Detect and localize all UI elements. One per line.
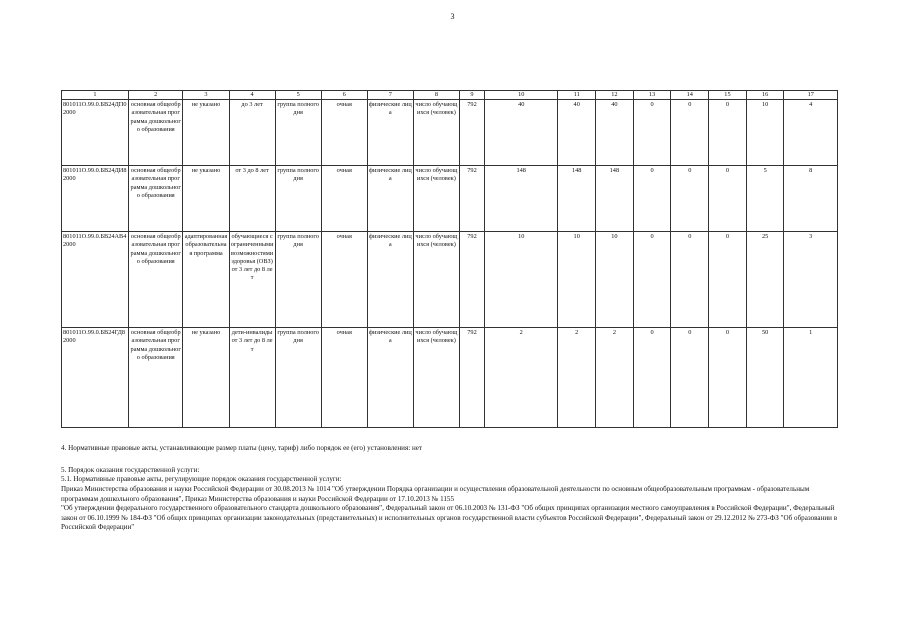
table-cell: 792 <box>459 232 484 328</box>
table-cell: число обучающихся (человек) <box>413 166 459 232</box>
table-cell: 0 <box>671 328 709 428</box>
table-cell: 40 <box>558 100 596 166</box>
table-row <box>62 328 838 428</box>
table-cell: дети-инвалиды от 3 лет до 8 лет <box>229 328 275 428</box>
table-cell: 148 <box>558 166 596 232</box>
header-cell: 5 <box>275 91 321 100</box>
header-cell: 6 <box>321 91 367 100</box>
table-row <box>62 100 838 166</box>
table-cell: 0 <box>633 232 671 328</box>
table-cell: физические лица <box>367 328 413 428</box>
header-cell: 13 <box>633 91 671 100</box>
table-cell: 10 <box>485 232 558 328</box>
table-header-row <box>62 91 838 100</box>
table-cell: очная <box>321 328 367 428</box>
table-cell: 0 <box>709 166 747 232</box>
table-cell: число обучающихся (человек) <box>413 100 459 166</box>
table-cell: от 3 до 8 лет <box>229 166 275 232</box>
table-cell: 0 <box>671 100 709 166</box>
table-cell: не указано <box>183 166 229 232</box>
table-cell: 50 <box>746 328 784 428</box>
section-5-1-heading: 5.1. Нормативные правовые акты, регулирующие порядок оказания государственной услуги: <box>61 475 342 484</box>
table-cell: очная <box>321 166 367 232</box>
table-cell: 792 <box>459 166 484 232</box>
table-cell: 0 <box>709 100 747 166</box>
table-cell: 25 <box>746 232 784 328</box>
table-cell: обучающиеся с ограниченными возможностями здоровья (ОВЗ) от 3 лет до 8 лет <box>229 232 275 328</box>
table-cell: 792 <box>459 328 484 428</box>
table-cell: группа полного дня <box>275 328 321 428</box>
table-cell: 801011О.99.0.БВ24ДП02000 <box>62 100 129 166</box>
table-cell: основная общеобразовательная программа дошкольного образования <box>129 166 183 232</box>
table-cell: 4 <box>784 100 838 166</box>
table-cell: 0 <box>709 232 747 328</box>
table-cell: 10 <box>558 232 596 328</box>
table-cell: 8 <box>784 166 838 232</box>
header-cell: 11 <box>558 91 596 100</box>
table-body <box>62 91 838 428</box>
table-cell: основная общеобразовательная программа дошкольного образования <box>129 100 183 166</box>
table-cell: 2 <box>558 328 596 428</box>
table-cell: 148 <box>485 166 558 232</box>
header-cell: 9 <box>459 91 484 100</box>
table-cell: основная общеобразовательная программа дошкольного образования <box>129 328 183 428</box>
table-cell: физические лица <box>367 166 413 232</box>
table-cell: 0 <box>671 232 709 328</box>
table-cell: физические лица <box>367 100 413 166</box>
header-cell: 12 <box>596 91 634 100</box>
table-cell: 0 <box>633 328 671 428</box>
header-cell: 3 <box>183 91 229 100</box>
table-cell: 801011О.99.0.БВ24ГД82000 <box>62 328 129 428</box>
table-cell: 2 <box>485 328 558 428</box>
table-cell: 0 <box>709 328 747 428</box>
table-cell: 148 <box>596 166 634 232</box>
table-cell: группа полного дня <box>275 100 321 166</box>
table-cell: число обучающихся (человек) <box>413 232 459 328</box>
header-cell: 1 <box>62 91 129 100</box>
services-volume-table <box>61 90 838 428</box>
header-cell: 8 <box>413 91 459 100</box>
table-cell: не указано <box>183 328 229 428</box>
header-cell: 10 <box>485 91 558 100</box>
table-cell: группа полного дня <box>275 232 321 328</box>
table-cell: 0 <box>671 166 709 232</box>
table-cell: очная <box>321 232 367 328</box>
table-cell: 801011О.99.0.БВ24АВ42000 <box>62 232 129 328</box>
table-cell: не указано <box>183 100 229 166</box>
table-cell: основная общеобразовательная программа дошкольного образования <box>129 232 183 328</box>
header-cell: 4 <box>229 91 275 100</box>
table-row <box>62 166 838 232</box>
table-cell: очная <box>321 100 367 166</box>
document-notes <box>61 444 841 533</box>
table-cell: 5 <box>746 166 784 232</box>
table-row <box>62 232 838 328</box>
table-cell: 3 <box>784 232 838 328</box>
table-cell: группа полного дня <box>275 166 321 232</box>
table-cell: 40 <box>596 100 634 166</box>
header-cell: 14 <box>671 91 709 100</box>
table-cell: 2 <box>596 328 634 428</box>
table-cell: 792 <box>459 100 484 166</box>
section-4-text: 4. Нормативные правовые акты, устанавливающие размер платы (цену, тариф) либо порядок ее (его) установления: нет <box>61 444 423 452</box>
table-cell: 1 <box>784 328 838 428</box>
header-cell: 2 <box>129 91 183 100</box>
table-cell: до 3 лет <box>229 100 275 166</box>
table-cell: 0 <box>633 100 671 166</box>
header-cell: 15 <box>709 91 747 100</box>
table-cell: число обучающихся (человек) <box>413 328 459 428</box>
table-cell: 10 <box>596 232 634 328</box>
table-cell: 10 <box>746 100 784 166</box>
header-cell: 17 <box>784 91 838 100</box>
table-cell: 40 <box>485 100 558 166</box>
table-cell: 0 <box>633 166 671 232</box>
header-cell: 16 <box>746 91 784 100</box>
page-number: 3 <box>450 12 455 21</box>
legal-acts-text-2: "Об утверждении федерального государственного образовательного стандарта дошкольного образования", Федеральный закон от 06.10.2003 № 131-ФЗ "Об общих принципах организации местного самоуправления в Российской Федерации", Федеральный закон от 06.10.1999 № 184-ФЗ "Об общих принципах организации законодательных (представительных) и исполнительных органов государственной власти субъектов Российской Федерации", Федеральный закон от 29.12.2012 № 273-ФЗ "Об образовании в Российской Федерации" <box>61 504 838 532</box>
table-cell: 801011О.99.0.БВ24ДИ82000 <box>62 166 129 232</box>
section-5-heading: 5. Порядок оказания государственной услуги: <box>61 465 200 474</box>
header-cell: 7 <box>367 91 413 100</box>
table-cell: физические лица <box>367 232 413 328</box>
legal-acts-text-1: Приказ Министерства образования и науки Российской Федерации от 30.08.2013 № 1014 "Об утверждении Порядка организации и осуществления образовательной деятельности по основным общеобразовательным программам - образовательным программам дошкольного образования", Приказ Министерства образования и науки Российской Федерации от 17.10.2013 № 1155 <box>61 484 810 503</box>
table-cell: адаптированная образовательная программа <box>183 232 229 328</box>
